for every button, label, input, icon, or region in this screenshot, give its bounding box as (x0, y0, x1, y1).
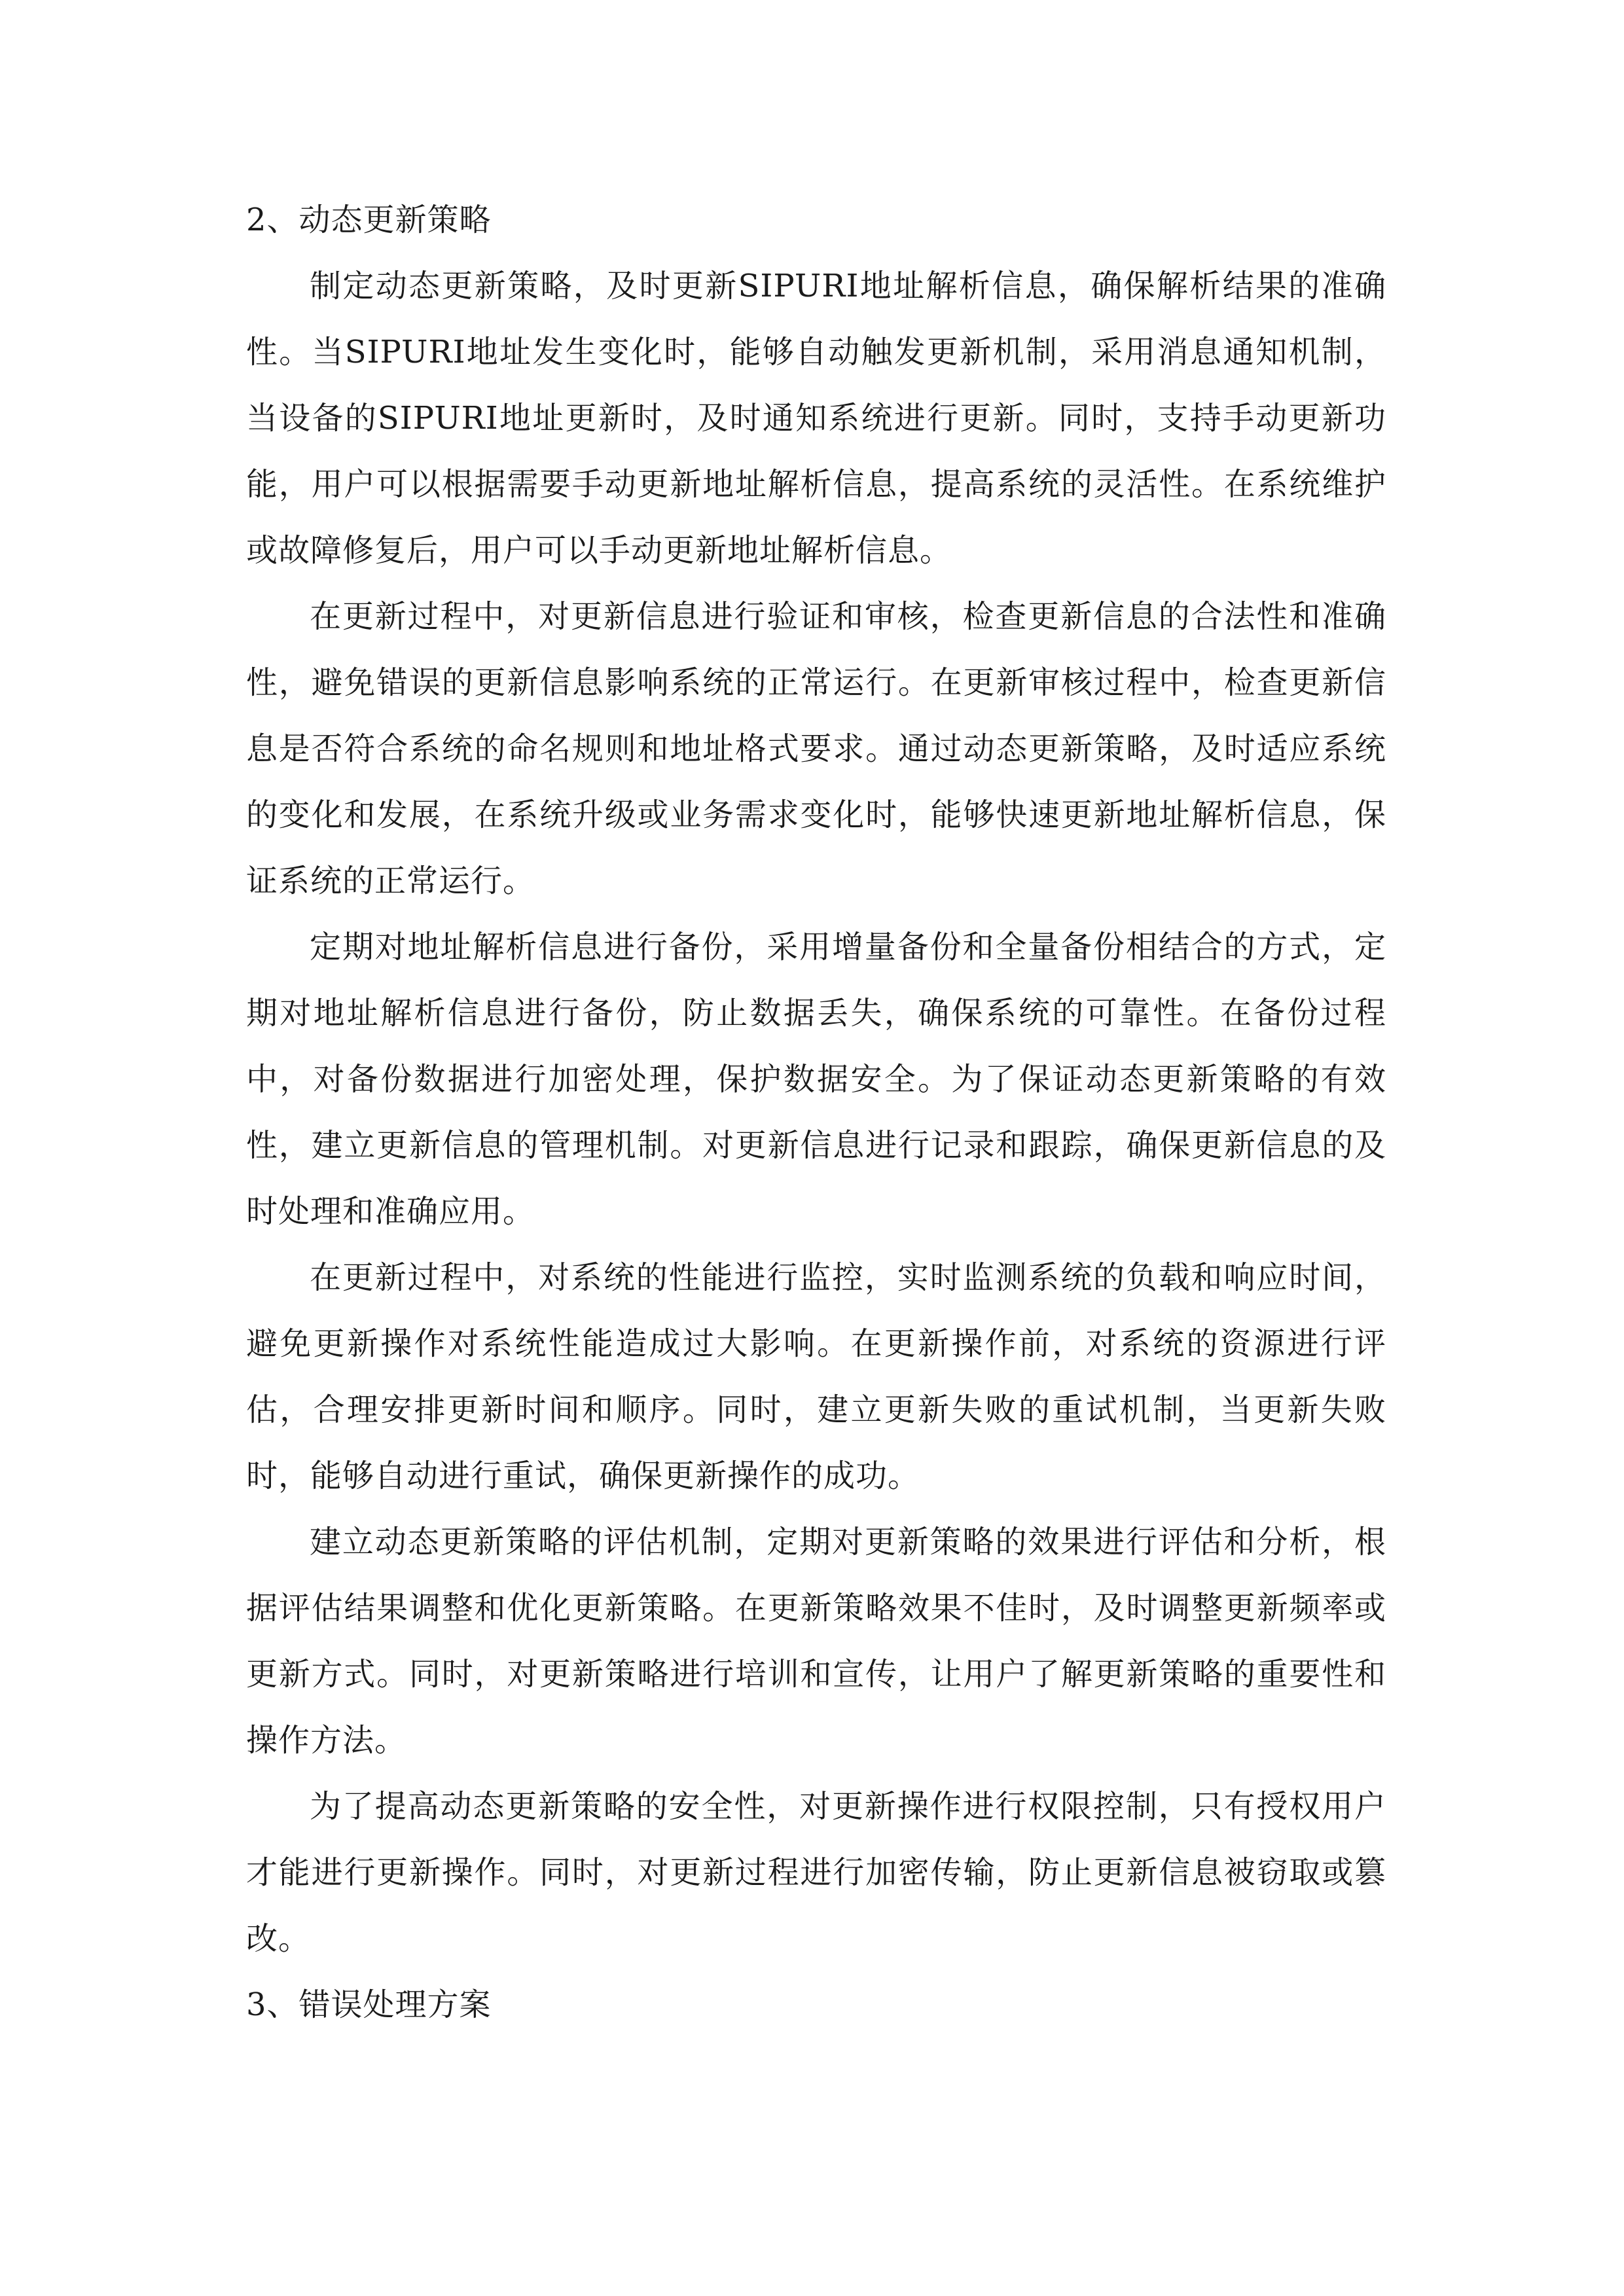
section-heading-error-handling: 3、错误处理方案 (246, 1986, 492, 2023)
paragraph-6: 为了提高动态更新策略的安全性，对更新操作进行权限控制，只有授权用户才能进行更新操作。同时，对更新过程进行加密传输，防止更新信息被窃取或篡改。 (246, 1788, 1386, 1957)
paragraph-4: 在更新过程中，对系统的性能进行监控，实时监测系统的负载和响应时间，避免更新操作对系统性能造成过大影响。在更新操作前，对系统的资源进行评估，合理安排更新时间和顺序。同时，建立更新失败的重试机制，当更新失败时，能够自动进行重试，确保更新操作的成功。 (246, 1259, 1386, 1494)
paragraph-2: 在更新过程中，对更新信息进行验证和审核，检查更新信息的合法性和准确性，避免错误的更新信息影响系统的正常运行。在更新审核过程中，检查更新信息是否符合系统的命名规则和地址格式要求。通过动态更新策略，及时适应系统的变化和发展，在系统升级或业务需求变化时，能够快速更新地址解析信息，保证系统的正常运行。 (246, 598, 1386, 899)
paragraph-5: 建立动态更新策略的评估机制，定期对更新策略的效果进行评估和分析，根据评估结果调整和优化更新策略。在更新策略效果不佳时，及时调整更新频率或更新方式。同时，对更新策略进行培训和宣传，让用户了解更新策略的重要性和操作方法。 (246, 1524, 1386, 1759)
paragraph-3: 定期对地址解析信息进行备份，采用增量备份和全量备份相结合的方式，定期对地址解析信息进行备份，防止数据丢失，确保系统的可靠性。在备份过程中，对备份数据进行加密处理，保护数据安全。为了保证动态更新策略的有效性，建立更新信息的管理机制。对更新信息进行记录和跟踪，确保更新信息的及时处理和准确应用。 (246, 929, 1386, 1230)
section-heading-dynamic-update: 2、动态更新策略 (246, 202, 492, 238)
paragraph-1: 制定动态更新策略，及时更新SIPURI地址解析信息，确保解析结果的准确性。当SIPURI地址发生变化时，能够自动触发更新机制，采用消息通知机制，当设备的SIPURI地址更新时，及时通知系统进行更新。同时，支持手动更新功能，用户可以根据需要手动更新地址解析信息，提高系统的灵活性。在系统维护或故障修复后，用户可以手动更新地址解析信息。 (246, 268, 1386, 569)
document-body (246, 187, 1386, 2038)
